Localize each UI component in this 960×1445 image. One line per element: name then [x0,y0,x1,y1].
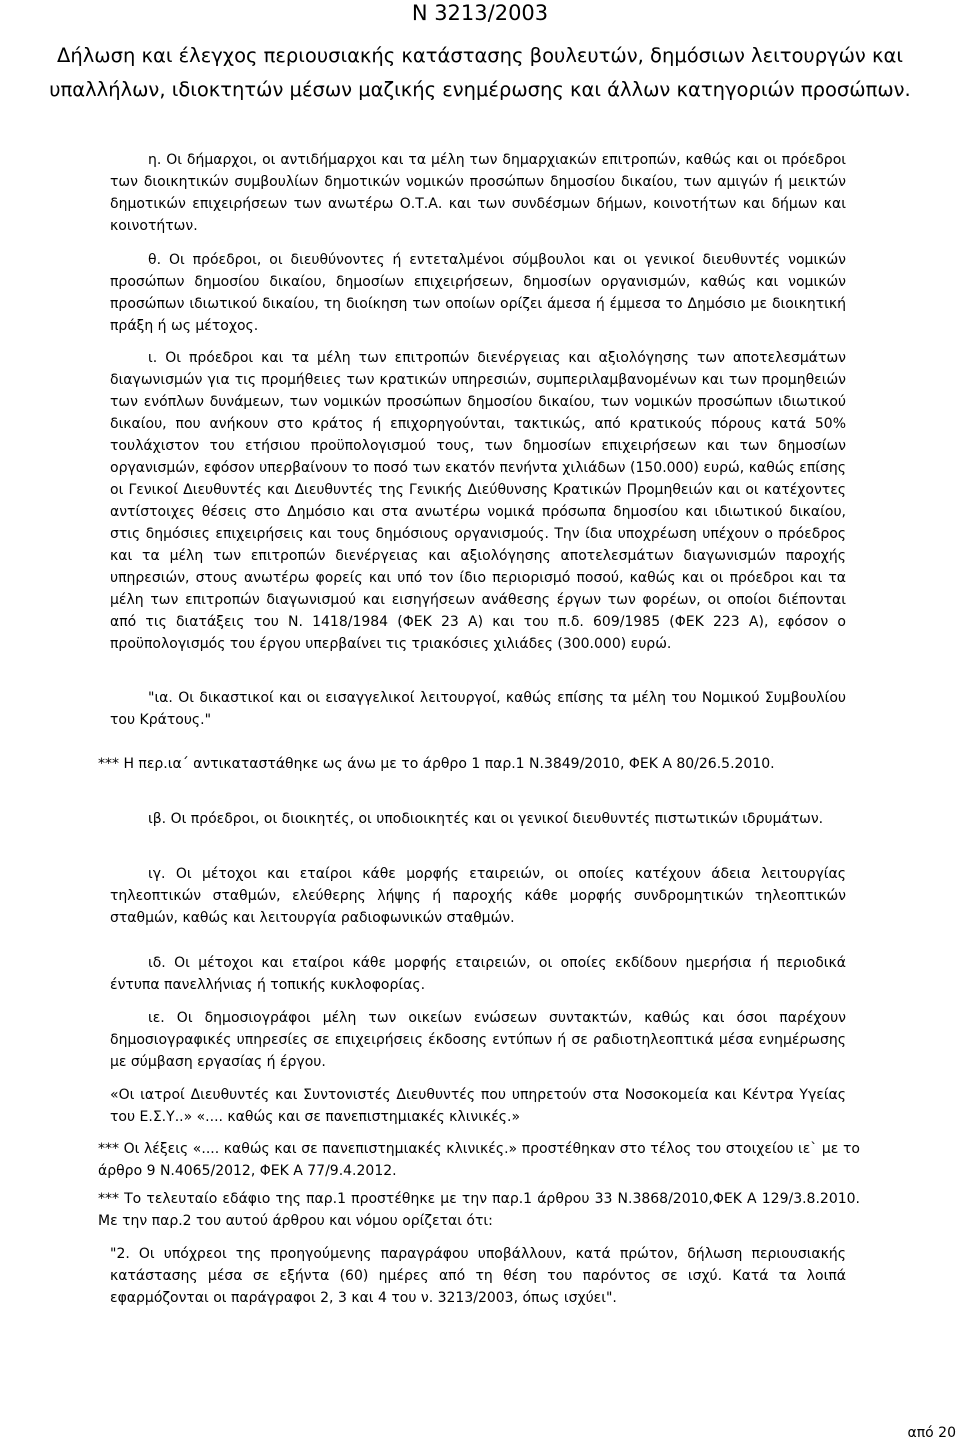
law-title-line-1: Δήλωση και έλεγχος περιουσιακής κατάστασης βουλευτών, δημόσιων λειτουργών και [57,44,903,67]
paragraph-ia [110,687,846,731]
paragraph-theta-text: θ. Οι πρόεδροι, οι διευθύνοντες ή εντεταλμένοι σύμβουλοι και οι γενικοί διευθυντές νομικών προσώπων δημοσίου δικαίου, δημοσίων επιχειρήσεων, δημοσίων οργανισμών, καθώς και νομικών προσώπων ιδιωτικού δικαίου, τη διοίκηση των οποίων ορίζει άμεσα ή έμμεσα το Δημόσιο με διοικητική πράξη ή ως μέτοχος. [110,252,846,334]
quote-paragraph-2 [110,1243,846,1309]
paragraph-ia-text: "ια. Οι δικαστικοί και οι εισαγγελικοί λειτουργοί, καθώς επίσης τα μέλη του Νομικού Συμβουλίου του Κράτους." [110,690,846,728]
quote-paragraph-2-text: "2. Οι υπόχρεοι της προηγούμενης παραγράφου υποβάλλουν, κατά πρώτον, δήλωση περιουσιακής κατάστασης μέσα σε εξήντα (60) ημέρες από τη θέση του παρόντος σε ισχύ. Κατά τα λοιπά εφαρμόζονται οι παράγραφοι 2, 3 και 4 του ν. 3213/2003, όπως ισχύει". [110,1246,846,1306]
paragraph-ig [110,863,846,929]
paragraph-ie-text: ιε. Οι δημοσιογράφοι μέλη των οικείων ενώσεων συντακτών, καθώς και όσοι παρέχουν δημοσιογραφικές υπηρεσίες σε επιχειρήσεις έκδοσης εντύπων ή σε ραδιοτηλεοπτικά μέσα ενημέρωσης με σύμβαση εργασίας ή έργου. [110,1010,846,1070]
paragraph-theta [110,249,846,337]
paragraph-eta-text: η. Οι δήμαρχοι, οι αντιδήμαρχοι και τα μέλη των δημαρχιακών επιτροπών, καθώς και οι πρόεδροι των διοικητικών συμβουλίων δημοτικών νομικών προσώπων δημοσίου δικαίου, των αμιγών ή μεικτών δημοτικών επιχειρήσεων των ανωτέρω Ο.Τ.Α. και των συνδέσμων δήμων, κοινοτήτων και δήμων και κοινοτήτων. [110,152,846,234]
quote-iatroi-text: «Οι ιατροί Διευθυντές και Συντονιστές Διευθυντές που υπηρετούν στα Νοσοκομεία και Κέντρα Υγείας του Ε.Σ.Υ..» «.... καθώς και σε πανεπιστημιακές κλινικές.» [110,1087,846,1125]
law-title [0,39,960,107]
note-ia-replacement: *** Η περ.ια΄ αντικαταστάθηκε ως άνω με το άρθρο 1 παρ.1 Ν.3849/2010, ΦΕΚ Α 80/26.5.2010. [98,756,775,772]
paragraph-id [110,952,846,996]
note-last-sentence-added: *** Το τελευταίο εδάφιο της παρ.1 προστέθηκε με την παρ.1 άρθρου 33 Ν.3868/2010,ΦΕΚ Α 129/3.8.2010. Με την παρ.2 του αυτού άρθρου και νόμου ορίζεται ότι: [98,1191,860,1229]
law-number: Ν 3213/2003 [411,1,549,25]
paragraph-ie [110,1007,846,1073]
paragraph-iota [110,347,846,655]
note-lexeis-added: *** Οι λέξεις «.... καθώς και σε πανεπιστημιακές κλινικές.» προστέθηκαν στο τέλος του στοιχείου ιε` με το άρθρο 9 Ν.4065/2012, ΦΕΚ Α 77/9.4.2012. [98,1141,860,1179]
paragraph-ig-text: ιγ. Οι μέτοχοι και εταίροι κάθε μορφής εταιρειών, οι οποίες κατέχουν άδεια λειτουργίας τηλεοπτικών σταθμών, ελεύθερης λήψης ή παροχής κάθε μορφής συνδρομητικών τηλεοπτικών σταθμών, καθώς και λειτουργία ραδιοφωνικών σταθμών. [110,866,846,926]
law-title-line-2: υπαλλήλων, ιδιοκτητών μέσων μαζικής ενημέρωσης και άλλων κατηγοριών προσώπων. [49,78,911,101]
page-number-label: από 20 [907,1425,956,1441]
quote-iatroi [110,1084,846,1128]
paragraph-ib [110,808,846,830]
paragraph-ib-text: ιβ. Οι πρόεδροι, οι διοικητές, οι υποδιοικητές και οι γενικοί διευθυντές πιστωτικών ιδρυμάτων. [148,811,824,827]
paragraph-eta [110,149,846,237]
paragraph-id-text: ιδ. Οι μέτοχοι και εταίροι κάθε μορφής εταιρειών, οι οποίες εκδίδουν ημερήσια ή περιοδικά έντυπα πανελλήνιας ή τοπικής κυκλοφορίας. [110,955,846,993]
paragraph-iota-text: ι. Οι πρόεδροι και τα μέλη των επιτροπών διενέργειας και αξιολόγησης των αποτελεσμάτων διαγωνισμών για τις προμήθειες των κρατικών υπηρεσιών, συμπεριλαμβανομένων και των προμηθειών των ενόπλων δυνάμεων, των νομικών προσώπων δημοσίου δικαίου, των νομικών προσώπων ιδιωτικού δικαίου, που ανήκουν στο κράτος ή επιχορηγούνται, τακτικώς, από κρατικούς πόρους κατά 50% τουλάχιστον του ετήσιου προϋπολογισμού τους, των δημοσίων επιχειρήσεων και των δημοσίων οργανισμών, εφόσον υπερβαίνουν το ποσό των εκατόν πενήντα χιλιάδων (150.000) ευρώ, καθώς επίσης οι Γενικοί Διευθυντές και Διευθυντές της Γενικής Διεύθυνσης Κρατικών Προμηθειών και οι κατέχοντες αντίστοιχες θέσεις στο Δημόσιο και στα ανωτέρω νομικά πρόσωπα δημοσίου και ιδιωτικού δικαίου, στις δημόσιες επιχειρήσεις και τους δημόσιους οργανισμούς. Την ίδια υποχρέωση υπέχουν ο πρόεδρος και τα μέλη των επιτροπών διενέργειας και αξιολόγησης αποτελεσμάτων διαγωνισμών παροχής υπηρεσιών, στους ανωτέρω φορείς και υπό τον ίδιο περιορισμό ποσού, καθώς και οι πρόεδροι και τα μέλη των επιτροπών διαγωνισμού και εισηγήσεων ανάθεσης έργων των φορέων, οι οποίοι διέπονται από τις διατάξεις του Ν. 1418/1984 (ΦΕΚ 23 Α) και του π.δ. 609/1985 (ΦΕΚ 223 Α), εφόσον ο προϋπολογισμός του έργου υπερβαίνει τις τριακόσιες χιλιάδες (300.000) ευρώ. [110,350,846,652]
